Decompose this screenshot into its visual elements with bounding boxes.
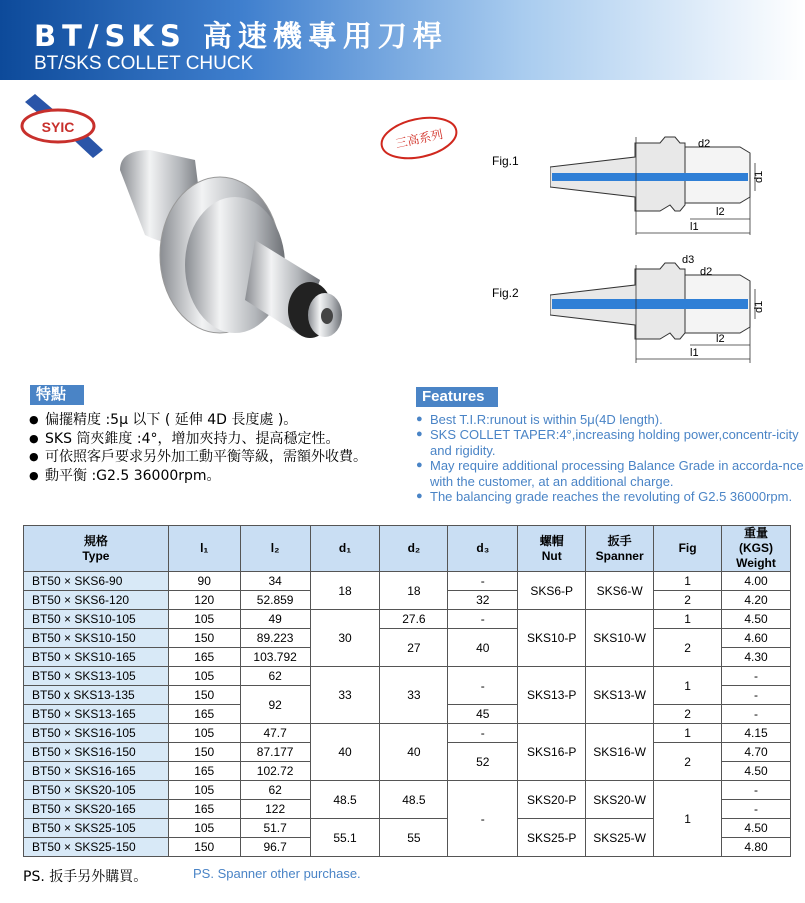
logo-text: SYIC [41,119,75,135]
fig1-dim-d2: d2 [698,138,711,150]
series-stamp [378,115,460,161]
table-row: BT50 × SKS10-165 165 103.792 4.30 [24,648,791,667]
table-row: BT50 × SKS16-105 105 47.7 40 40 - SKS16-P SKS16-W 1 4.15 [24,724,791,743]
fig2-dim-l2: l2 [716,333,725,345]
features-en-item: ● May require additional processing Balance Grade in accorda-nce with the customer, at an additional charge. [416,458,805,489]
fig1-label: Fig.1 [492,154,519,168]
header-banner [0,0,805,80]
features-en-heading: Features [416,387,498,407]
col-header-nut: 螺帽 Nut [518,526,586,572]
col-header-d3: d₃ [448,526,518,572]
fig2-label: Fig.2 [492,286,519,300]
footnote-en: PS. Spanner other purchase. [193,866,361,881]
col-header-spanner: 扳手 Spanner [586,526,654,572]
stamp-text: 三高系列 [394,127,445,151]
page-subtitle: BT/SKS COLLET CHUCK [34,53,254,74]
features-en-list [416,412,805,504]
table-row: BT50 × SKS13-105 105 62 33 33 - SKS13-P SKS13-W 1 - [24,667,791,686]
features-cn-item: ● 可依照客戶要求另外加工動平衡等級，需額外收費。 [29,448,409,467]
col-header-d1: d₁ [310,526,380,572]
fig2-dim-d3: d3 [682,255,695,266]
col-header-l2: l₂ [240,526,310,572]
table-row: BT50 × SKS10-150 150 89.223 27 40 2 4.60 [24,629,791,648]
fig1-dim-l1: l1 [690,221,699,233]
spec-table [23,525,791,857]
page-title: BT/SKS 高速機專用刀桿 [34,19,448,53]
features-cn-list [29,411,409,485]
fig1-dim-l2: l2 [716,206,725,218]
features-cn-item: ● 動平衡 :G2.5 36000rpm。 [29,467,409,486]
table-row: BT50 × SKS20-165 165 122 - [24,800,791,819]
table-row: BT50 × SKS20-105 105 62 48.5 48.5 - SKS20-P SKS20-W 1 - [24,781,791,800]
features-en-item: ● The balancing grade reaches the revoluting of G2.5 36000rpm. [416,489,805,504]
fig1-diagram [550,135,780,245]
fig1-dim-d1: d1 [753,170,765,183]
col-header-l1: l₁ [168,526,240,572]
table-header-row [24,526,791,572]
col-header-weight: 重量 (KGS) Weight [722,526,791,572]
table-row: BT50 × SKS16-150 150 87.177 52 2 4.70 [24,743,791,762]
table-row: BT50 × SKS13-165 165 45 2 - [24,705,791,724]
fig2-diagram [550,255,780,370]
table-row: BT50 × SKS10-105 105 49 30 27.6 - SKS10-P SKS10-W 1 4.50 [24,610,791,629]
table-row: BT50 × SKS6-90 90 34 18 18 - SKS6-P SKS6-W 1 4.00 [24,572,791,591]
brand-logo [13,92,108,162]
features-cn-item: ● 偏擺精度 :5μ 以下 ( 延伸 4D 長度處 )。 [29,411,409,430]
product-photo [105,140,355,360]
col-header-d2: d₂ [380,526,448,572]
table-row: BT50 x SKS13-135 150 92 - [24,686,791,705]
col-header-fig: Fig [654,526,722,572]
fig2-dim-l1: l1 [690,347,699,359]
features-cn-item: ● SKS 筒夾錐度 :4°，增加夾持力、提高穩定性。 [29,430,409,449]
fig2-dim-d2: d2 [700,266,713,278]
features-cn-heading: 特點 [30,385,84,405]
col-header-type: 規格 Type [24,526,169,572]
table-row: BT50 × SKS25-105 105 51.7 55.1 55 SKS25-P SKS25-W 4.50 [24,819,791,838]
footnote-cn: PS. 扳手另外購買。 [23,869,148,885]
table-row: BT50 × SKS16-165 165 102.72 4.50 [24,762,791,781]
features-en-item: ● SKS COLLET TAPER:4°,increasing holding power,concentr-icity and rigidity. [416,427,805,458]
table-row: BT50 × SKS6-120 120 52.859 32 2 4.20 [24,591,791,610]
features-en-item: ● Best T.I.R:runout is within 5μ(4D length). [416,412,805,427]
fig2-dim-d1: d1 [753,300,765,313]
table-row: BT50 × SKS25-150 150 96.7 4.80 [24,838,791,857]
